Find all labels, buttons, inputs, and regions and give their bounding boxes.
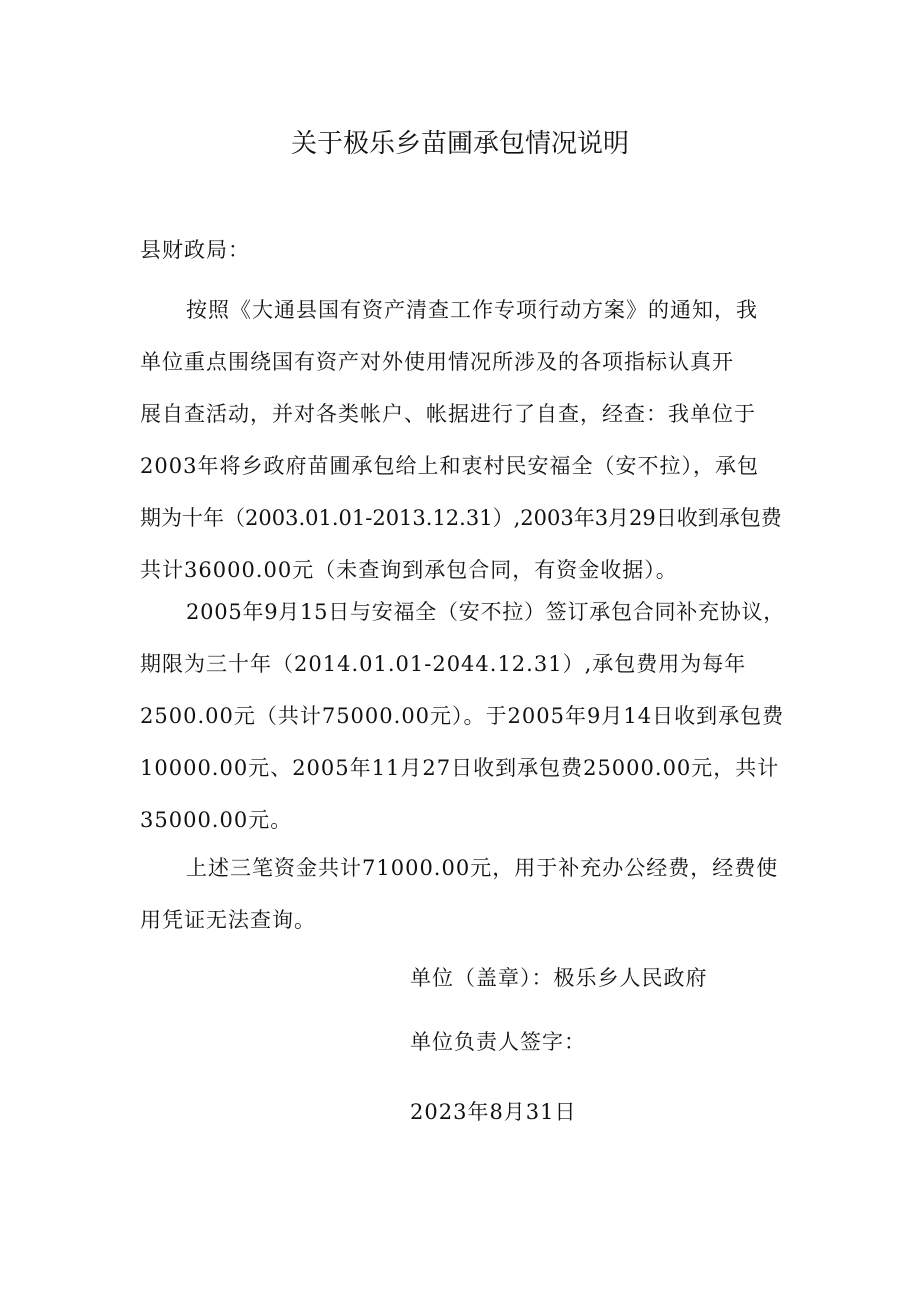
signature-date: 2023年8月31日	[410, 1100, 577, 1124]
paragraph-line: 期为十年（2003.01.01-2013.12.31）,2003年3月29日收到承包费	[140, 506, 782, 530]
paragraph-line: 2500.00元（共计75000.00元）。于2005年9月14日收到承包费	[140, 704, 785, 728]
paragraph-line: 共计36000.00元（未查询到承包合同，有资金收据）。	[140, 558, 678, 582]
paragraph-line: 用凭证无法查询。	[140, 908, 316, 932]
paragraph-line: 展自查活动，并对各类帐户、帐据进行了自查，经查：我单位于	[140, 402, 756, 426]
paragraph-3	[140, 842, 785, 946]
paragraph-line: 35000.00元。	[140, 808, 293, 832]
paragraph-line: 2005年9月15日与安福全（安不拉）签订承包合同补充协议，	[186, 600, 786, 624]
salutation: 县财政局：	[140, 238, 250, 262]
paragraph-line: 期限为三十年（2014.01.01-2044.12.31）,承包费用为每年	[140, 652, 747, 676]
paragraph-line: 单位重点围绕国有资产对外使用情况所涉及的各项指标认真开	[140, 350, 734, 374]
paragraph-line: 上述三笔资金共计71000.00元，用于补充办公经费，经费使	[186, 856, 779, 880]
document-title: 关于极乐乡苗圃承包情况说明	[290, 129, 629, 159]
paragraph-line: 2003年将乡政府苗圃承包给上和衷村民安福全（安不拉），承包	[140, 454, 759, 478]
signature-unit: 单位（盖章）：极乐乡人民政府	[410, 966, 708, 990]
paragraph-line: 按照《大通县国有资产清查工作专项行动方案》的通知，我	[186, 298, 758, 322]
signature-responsible: 单位负责人签字：	[410, 1030, 586, 1054]
paragraph-line: 10000.00元、2005年11月27日收到承包费25000.00元，共计	[140, 756, 780, 780]
paragraph-1	[140, 284, 785, 596]
paragraph-2	[140, 586, 785, 846]
